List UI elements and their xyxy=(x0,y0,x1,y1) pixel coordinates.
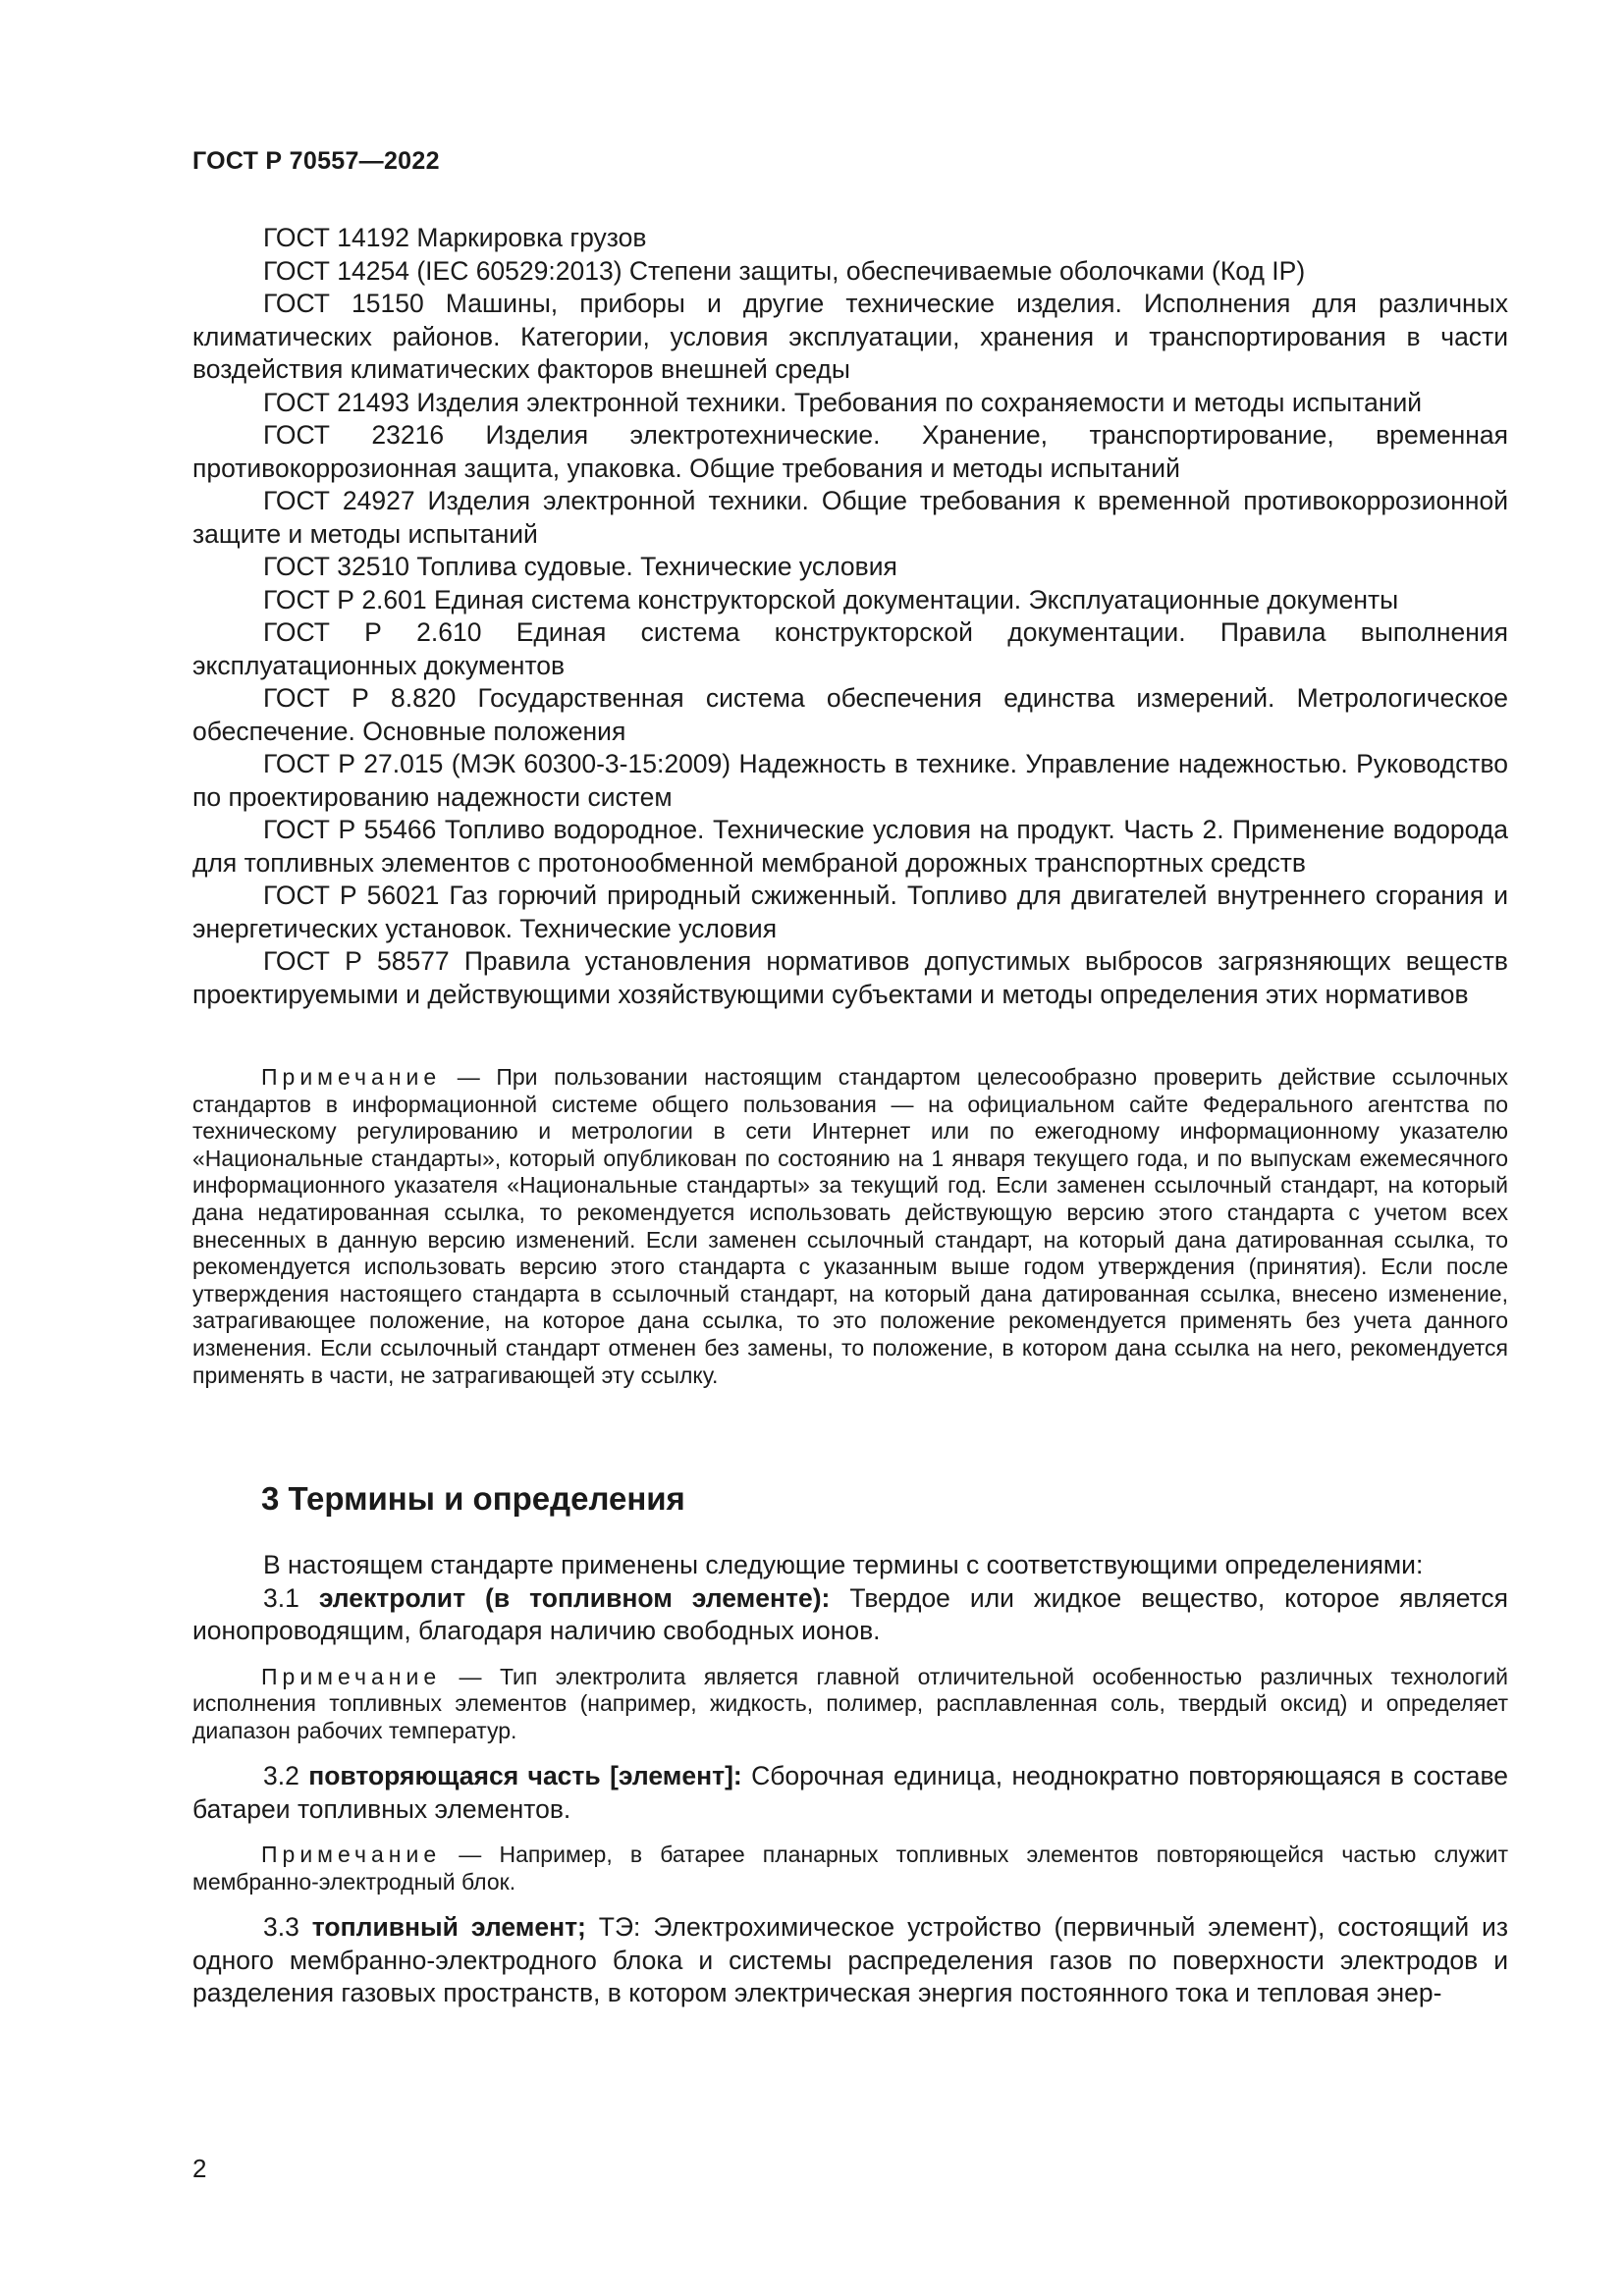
term-3-3 xyxy=(192,1911,1508,2010)
term-number: 3.2 xyxy=(263,1761,309,1791)
reference-item: ГОСТ 21493 Изделия электронной техники. Требования по сохраняемости и методы испытаний xyxy=(263,387,1423,417)
reference-item: ГОСТ 23216 Изделия электротехнические. Хранение, транспортирование, временная противокоррозионная защита, упаковка. Общие требования и методы испытаний xyxy=(192,420,1508,483)
note-dash: — xyxy=(441,1842,500,1868)
note-dash: — xyxy=(441,1064,497,1090)
term-3-2 xyxy=(192,1760,1508,1826)
references-note xyxy=(192,1064,1508,1389)
term-note xyxy=(192,1664,1508,1745)
term-definition: Твердое или жидкое вещество, которое является ионопроводящим, благодаря наличию свободных ионов. xyxy=(192,1582,1508,1645)
reference-item: ГОСТ 32510 Топлива судовые. Технические условия xyxy=(263,552,897,581)
reference-item: ГОСТ Р 2.610 Единая система конструкторской документации. Правила выполнения эксплуатационных документов xyxy=(192,617,1508,680)
reference-item: ГОСТ Р 8.820 Государственная система обеспечения единства измерений. Метрологическое обеспечение. Основные положения xyxy=(192,683,1508,746)
normative-references xyxy=(192,222,1508,1011)
note-text: Тип электролита является главной отличительной особенностью различных технологий исполнения топливных элементов (например, жидкость, полимер, расплавленная соль, твердый оксид) и определяет диапазон рабочих температур. xyxy=(192,1663,1509,1743)
document-header: ГОСТ Р 70557—2022 xyxy=(192,147,440,175)
term-name: электролит (в топливном элементе): xyxy=(318,1582,831,1613)
note-text: Например, в батарее планарных топливных элементов повторяющейся частью служит мембранно-электродный блок. xyxy=(192,1842,1509,1895)
note-text: При пользовании настоящим стандартом целесообразно проверить действие ссылочных стандартов в информационной системе общего пользования — на официальном сайте Федерального агентства по техническому регулированию и метрологии в сети Интернет или по ежегодному информационному указателю «Национальные стандарты», который опубликован по состоянию на 1 января текущего года, и по выпускам ежемесячного информационного указателя «Национальные стандарты» за текущий год. Если заменен ссылочный стандарт, на который дана недатированная ссылка, то рекомендуется использовать действующую версию этого стандарта с учетом всех внесенных в данную версию изменений. Если заменен ссылочный стандарт, на который дана датированная ссылка, то рекомендуется использовать версию этого стандарта с указанным выше годом утверждения (принятия). Если после утверждения настоящего стандарта в ссылочный стандарт, на который дана датированная ссылка, внесено изменение, затрагивающее положение, на которое дана ссылка, то это положение рекомендуется применять без учета данного изменения. Если ссылочный стандарт отменен без замены, то положение, в котором дана ссылка на него, рекомендуется применять в части, не затрагивающей эту ссылку. xyxy=(192,1064,1509,1388)
note-label: Примечание xyxy=(261,1842,442,1868)
reference-item: ГОСТ Р 2.601 Единая система конструкторской документации. Эксплуатационные документы xyxy=(263,584,1399,614)
reference-item: ГОСТ 14192 Маркировка грузов xyxy=(263,223,647,252)
note-dash: — xyxy=(441,1663,500,1689)
term-definition: Сборочная единица, неоднократно повторяющаяся в составе батареи топливных элементов. xyxy=(192,1761,1508,1824)
reference-item: ГОСТ Р 58577 Правила установления нормативов допустимых выбросов загрязняющих веществ проектируемыми и действующими хозяйствующими субъектами и методы определения этих нормативов xyxy=(192,946,1508,1009)
note-label: Примечание xyxy=(261,1663,442,1689)
terms-section xyxy=(192,1549,1508,2010)
page-number: 2 xyxy=(192,2154,207,2183)
term-name: топливный элемент; xyxy=(311,1912,586,1943)
term-definition: ТЭ: Электрохимическое устройство (первичный элемент), состоящий из одного мембранно-электродного блока и системы распределения газов по поверхности электродов и разделения газовых пространств, в котором электрическая энергия постоянного тока и тепловая энер- xyxy=(192,1912,1509,2008)
reference-item: ГОСТ Р 55466 Топливо водородное. Технические условия на продукт. Часть 2. Применение водорода для топливных элементов с протонообменной мембраной дорожных транспортных средств xyxy=(192,815,1508,878)
term-number: 3.1 xyxy=(263,1582,319,1613)
term-name: повторяющаяся часть [элемент]: xyxy=(308,1761,742,1791)
reference-item: ГОСТ Р 56021 Газ горючий природный сжиженный. Топливо для двигателей внутреннего сгорания и энергетических установок. Технические условия xyxy=(192,881,1508,943)
section-intro: В настоящем стандарте применены следующие термины с соответствующими определениями: xyxy=(263,1550,1424,1579)
term-number: 3.3 xyxy=(263,1912,312,1943)
section-title: 3 Термины и определения xyxy=(261,1480,685,1517)
reference-item: ГОСТ Р 27.015 (МЭК 60300-3-15:2009) Надежность в технике. Управление надежностью. Руководство по проектированию надежности систем xyxy=(192,749,1508,812)
reference-item: ГОСТ 24927 Изделия электронной техники. Общие требования к временной противокоррозионной защите и методы испытаний xyxy=(192,486,1508,549)
term-note xyxy=(192,1842,1508,1896)
reference-item: ГОСТ 15150 Машины, приборы и другие технические изделия. Исполнения для различных климатических районов. Категории, условия эксплуатации, хранения и транспортирования в части воздействия климатических факторов внешней среды xyxy=(192,289,1508,384)
note-label: Примечание xyxy=(261,1064,442,1090)
reference-item: ГОСТ 14254 (IEC 60529:2013) Степени защиты, обеспечиваемые оболочками (Код IP) xyxy=(263,255,1306,286)
term-3-1 xyxy=(192,1582,1508,1648)
